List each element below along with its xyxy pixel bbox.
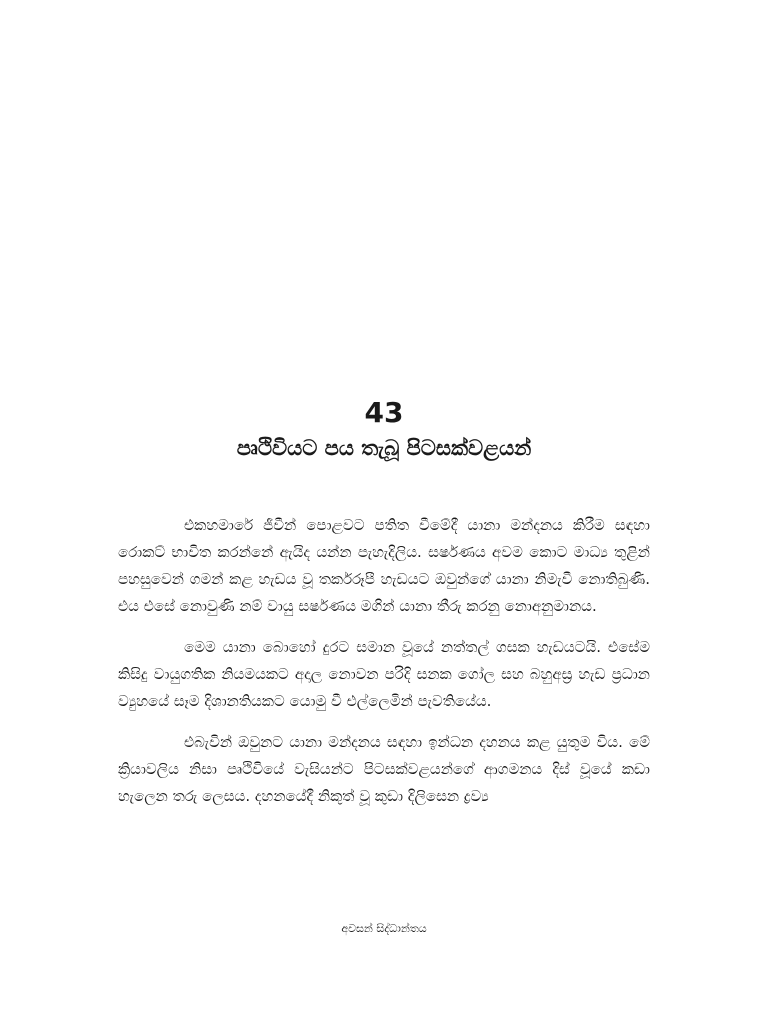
chapter-title: පෘථිවියට පය තැබූ පිටසක්වළයන් [236, 436, 532, 460]
page-footer: අවසන් සිද්ධාන්තය [341, 922, 427, 935]
chapter-body [118, 512, 650, 824]
paragraph: එකහමාරේ ජීවීන් පොළවට පතිත වීමේදී යානා මන්දනය කිරීම සඳහා රොකට් භාවිත කරන්නේ ඇයිද යන්න පැහැදිලිය. සර්ෂණය අවම කොට මාධ්‍ය තුළින් පහසුවෙන් ගමන් කළ හැඩය වූ තර්කරූපී හැඩයට ඔවුන්ගේ යානා නිමැවී නොතිබුණි. එය එසේ නොවුණි නම් වායු සර්ෂණය මගින් යානා තීරු කරනු නොඅනුමානය. [118, 516, 650, 615]
chapter-number: 43 [364, 396, 404, 429]
paragraph: මෙම යානා බොහෝ දුරට සමාන වූයේ නත්තල් ගසක හැඩයටයි. එසේම කිසිදු වායුගතික නියමයකට අදාල නොවන පරිදි සනක ගෝල සහ බහුඅස්‍ර හැඩ ප්‍රධාන ව්‍යුහයේ සෑම දිශානතියකට යොමු වී එල්ලෙමින් පැවතියේය. [118, 638, 650, 710]
paragraph: එබැවින් ඔවුනට යානා මන්දනය සඳහා ඉන්ධන දහනය කළ යුතුම විය. මේ ක්‍රියාවලිය නිසා පෘථිවියේ වැසියන්ට පිටසක්වළයන්ගේ ආගමනය දිස් වූයේ කඩා හැලෙන තරු ලෙසය. දහනයේදී නිකුත් වූ කුඩා දිලිසෙන ද්‍රව්‍ය [118, 733, 650, 805]
